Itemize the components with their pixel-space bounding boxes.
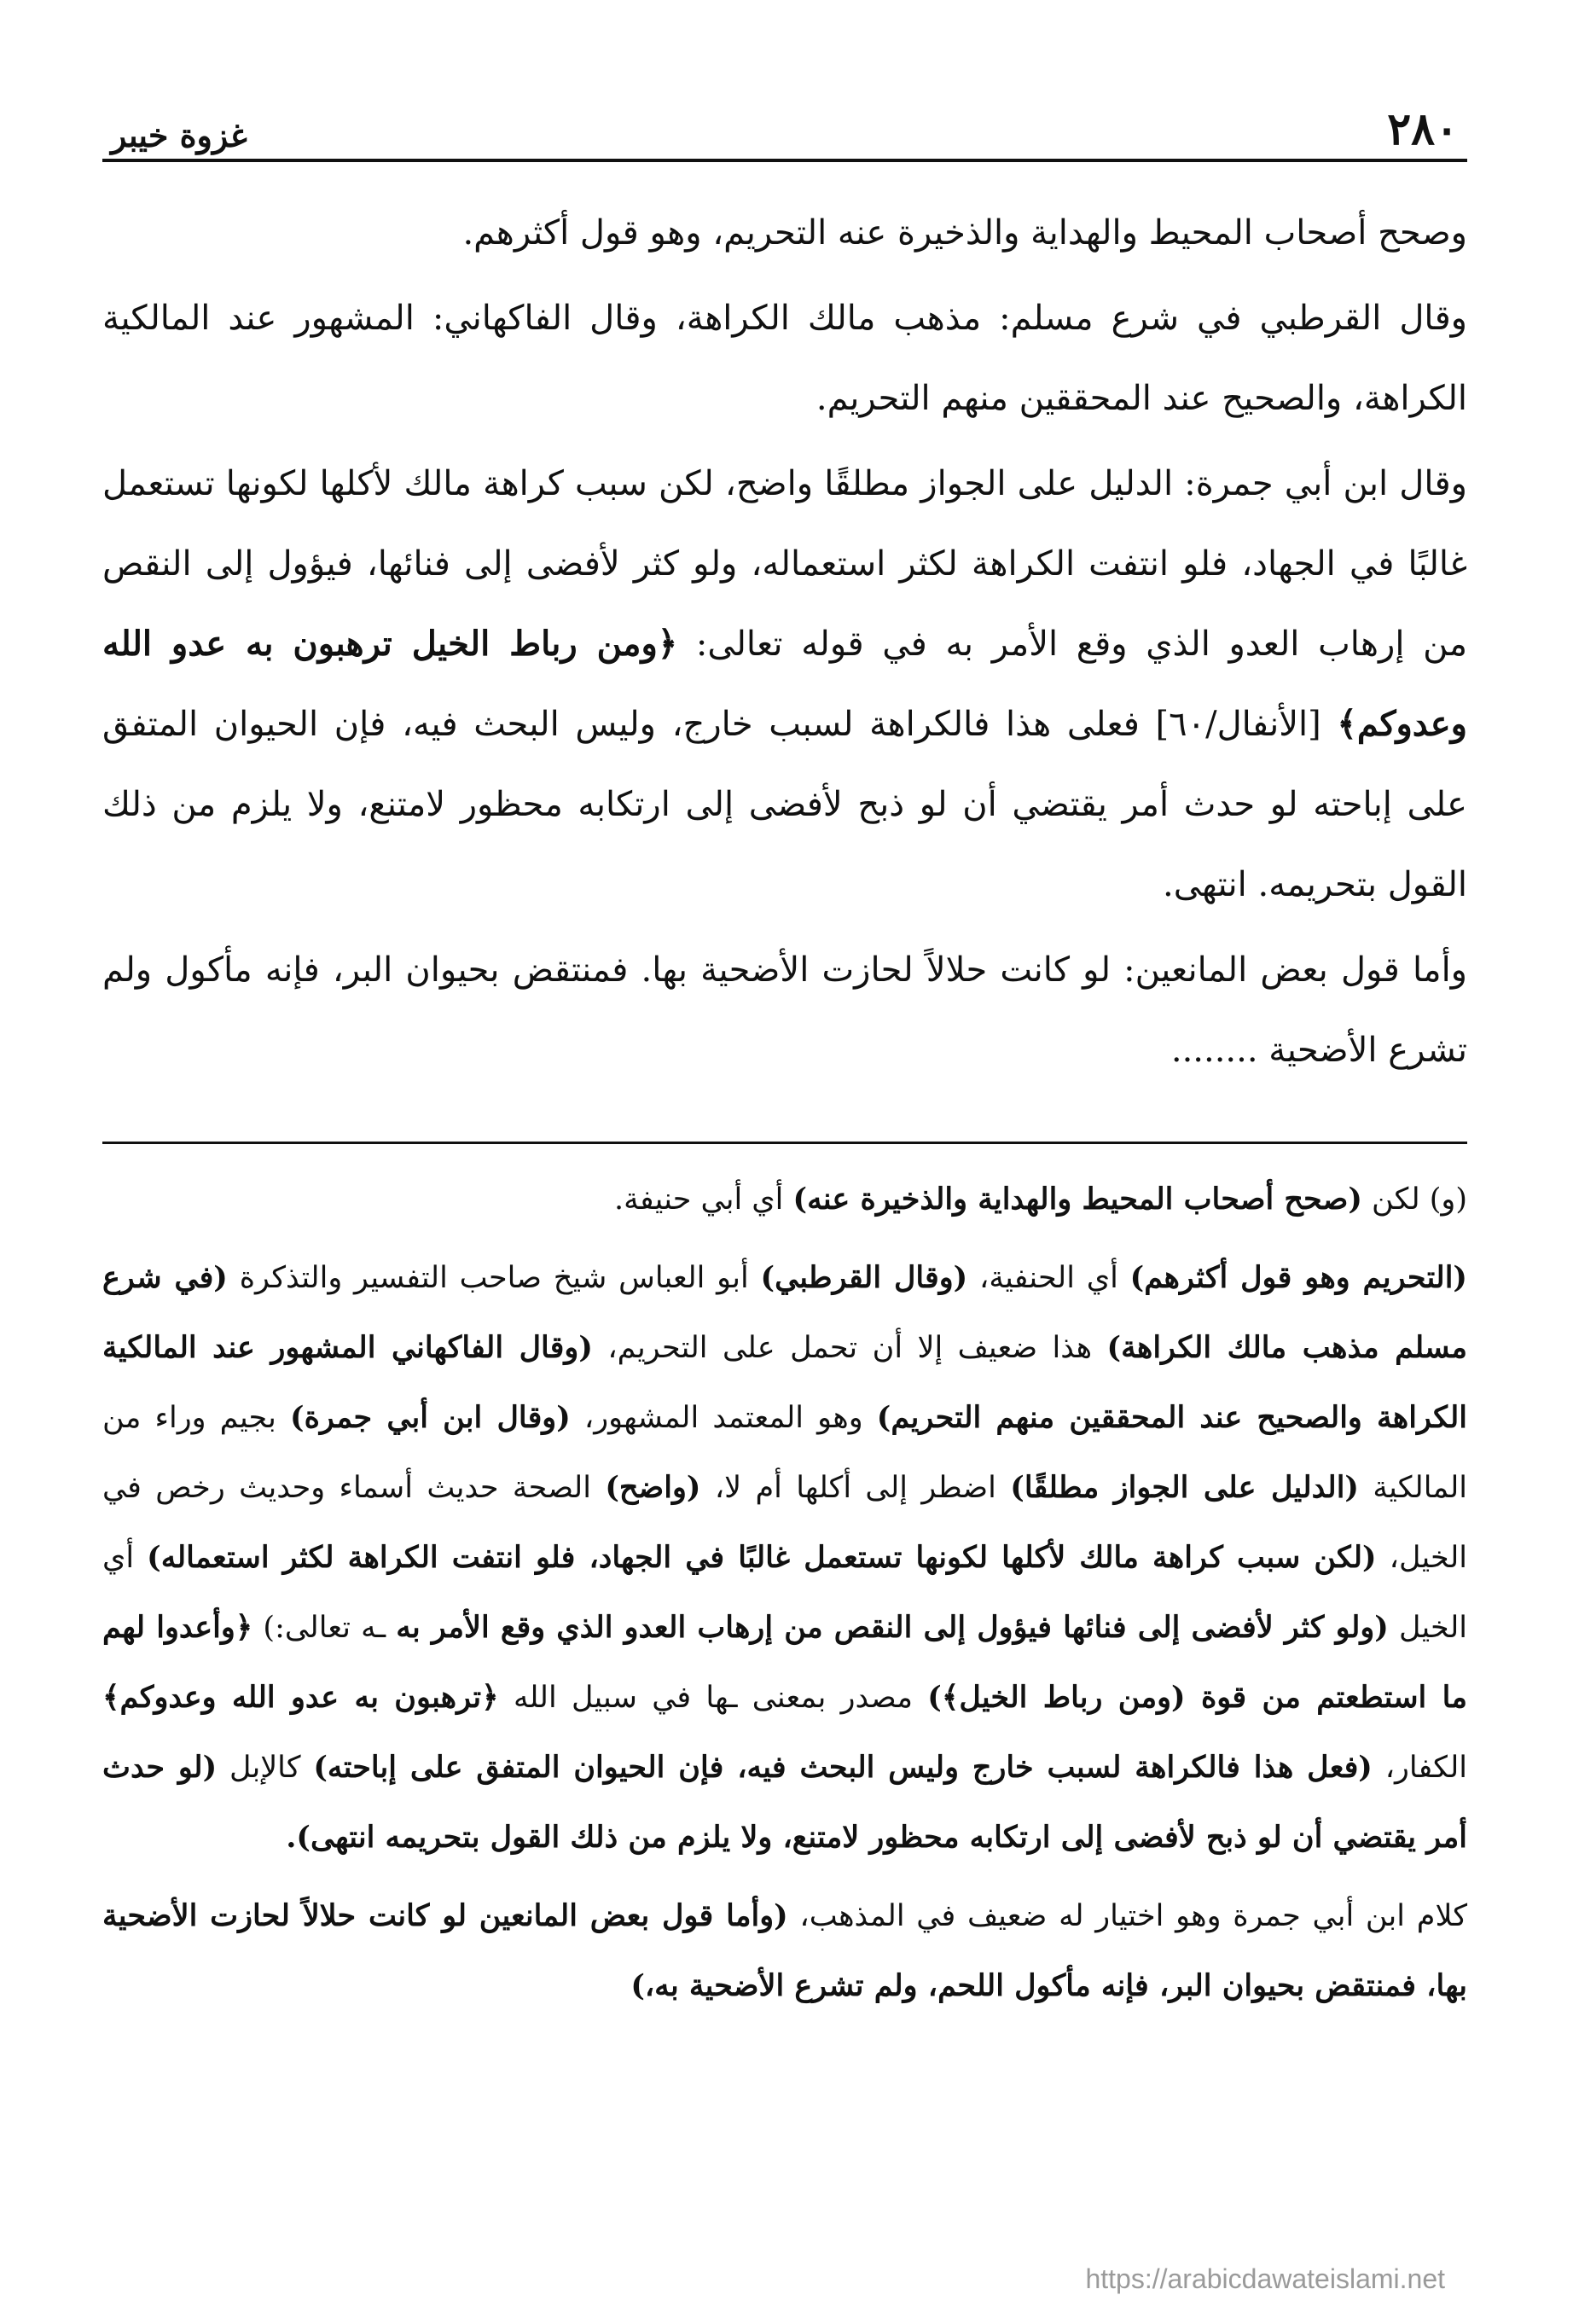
- text-run: بجيم وراء من المالكية: [102, 1401, 1468, 1505]
- main-paragraph: وصحح أصحاب المحيط والهداية والذخيرة عنه التحريم، وهو قول أكثرهم.: [462, 213, 1467, 253]
- page-header: [102, 85, 1467, 162]
- main-paragraph: [102, 930, 1467, 1090]
- quoted-text: (فعل هذا فالكراهة لسبب خارج وليس البحث فيه، فإن الحيوان المتفق على إباحته): [313, 1750, 1373, 1785]
- quoted-text: ﴿ترهبون به عدو الله وعدوكم﴾: [102, 1680, 499, 1715]
- text-run: ـه تعالى:): [252, 1611, 397, 1645]
- quoted-text: (واضح): [605, 1470, 701, 1505]
- text-run: أي الخيل: [102, 1541, 1468, 1645]
- commentary-paragraph: [102, 1243, 1467, 1873]
- quoted-text: (ومن رباط الخيل﴾): [927, 1680, 1201, 1715]
- quoted-text: (ولو كثر لأفضى إلى فنائها فيؤول إلى النقص من إرهاب العدو الذي وقع الأمر به: [396, 1610, 1389, 1645]
- quoted-text: (لكن سبب كراهة مالك لأكلها لكونها تستعمل غالبًا في الجهاد، فلو انتفت الكراهة لكثر استعماله): [147, 1540, 1377, 1575]
- quoted-text: (وقال ابن أبي جمرة): [290, 1400, 571, 1435]
- text-run: هذا ضعيف إلا أن تحمل على التحريم،: [592, 1331, 1107, 1365]
- main-text: [102, 193, 1467, 1090]
- text-run: فعلى هذا فالكراهة لسبب خارج، وليس البحث فيه، فإن الحيوان المتفق على إباحته لو حدث أمر يقتضي أن لو ذبح لأفضى إلى ارتكابه محظور لامتنع، ولا يلزم من ذلك القول بتحريمه. انتهى.: [102, 705, 1468, 904]
- text-run: وهو المعتمد المشهور،: [570, 1401, 877, 1435]
- quoted-text: (الدليل على الجواز مطلقًا): [1010, 1470, 1359, 1505]
- quran-verse: ﴿ومن رباط الخيل ترهبون به عدو الله وعدوكم﴾: [102, 624, 1467, 744]
- quoted-text: (وقال القرطبي): [760, 1260, 968, 1295]
- commentary: [102, 1165, 1467, 2021]
- text-run: أبو العباس شيخ صاحب التفسير والتذكرة: [227, 1261, 761, 1295]
- continuation-dots: ........: [1170, 1031, 1258, 1070]
- text-run: أي أبي حنيفة.: [614, 1182, 793, 1217]
- quoted-text: (وقال الفاكهاني المشهور عند المالكية الكراهة والصحيح عند المحققين منهم التحريم): [102, 1330, 1468, 1435]
- footnote-separator: [102, 1142, 1467, 1144]
- text-run: الكفار،: [1372, 1751, 1467, 1785]
- quoted-text: (التحريم وهو قول أكثرهم): [1129, 1260, 1467, 1295]
- text-run: أي الحنفية،: [967, 1261, 1130, 1295]
- quoted-text: (في شرع مسلم مذهب مالك الكراهة): [102, 1260, 1468, 1365]
- main-paragraph: وقال القرطبي في شرع مسلم: مذهب مالك الكراهة، وقال الفاكهاني: المشهور عند المالكية الكراهة، والصحيح عند المحققين منهم التحريم.: [102, 299, 1468, 418]
- text-run: وقال ابن أبي جمرة: الدليل على الجواز مطلقًا واضح، لكن سبب كراهة مالك لأكلها لكونها تستعمل غالبًا في الجهاد، فلو انتفت الكراهة لكثر استعماله، ولو كثر لأفضى إلى فنائها، فيؤول إلى النقص من إرهاب العدو الذي وقع الأمر به في قوله تعالى:: [102, 464, 1467, 664]
- verse-reference: [الأنفال/٦٠]: [1155, 705, 1338, 744]
- watermark-url: https://arabicdawateislami.net: [1085, 2263, 1445, 2294]
- text-run: الصحة حديث أسماء وحديث رخص في الخيل،: [102, 1471, 1467, 1575]
- book-page: [102, 85, 1467, 2021]
- quoted-text: (لو حدث أمر يقتضي أن لو ذبح لأفضى إلى ارتكابه محظور لامتنع، ولا يلزم من ذلك القول بتحريمه انتهى).: [102, 1750, 1467, 1855]
- quoted-text: (صحح أصحاب المحيط والهداية والذخيرة عنه): [792, 1182, 1362, 1217]
- text-run: مصدر بمعنى ـها في سبيل الله: [498, 1681, 928, 1715]
- running-title: غزوة خيبر: [111, 116, 247, 154]
- quoted-text: ﴿وأعدوا لهم ما استطعتم من قوة: [102, 1610, 1468, 1715]
- text-run: (و) لكن: [1361, 1182, 1467, 1217]
- commentary-paragraph: [102, 1165, 1467, 1235]
- page-number: ٢٨٠: [1387, 103, 1459, 155]
- commentary-paragraph: [102, 1881, 1467, 2021]
- text-run: وأما قول بعض المانعين: لو كانت حلالاً لحازت الأضحية بها. فمنتقض بحيوان البر، فإنه مأكول ولم تشرع الأضحية: [102, 950, 1467, 1070]
- text-run: كلام ابن أبي جمرة وهو اختيار له ضعيف في المذهب،: [787, 1899, 1467, 1933]
- main-paragraph: [102, 444, 1467, 925]
- quoted-text: (وأما قول بعض المانعين لو كانت حلالاً لحازت الأضحية بها، فمنتقض بحيوان البر، فإنه مأكول اللحم، ولم تشرع الأضحية به،): [102, 1898, 1467, 2003]
- text-run: كالإبل: [217, 1751, 314, 1785]
- text-run: اضطر إلى أكلها أم لا،: [700, 1471, 1011, 1505]
